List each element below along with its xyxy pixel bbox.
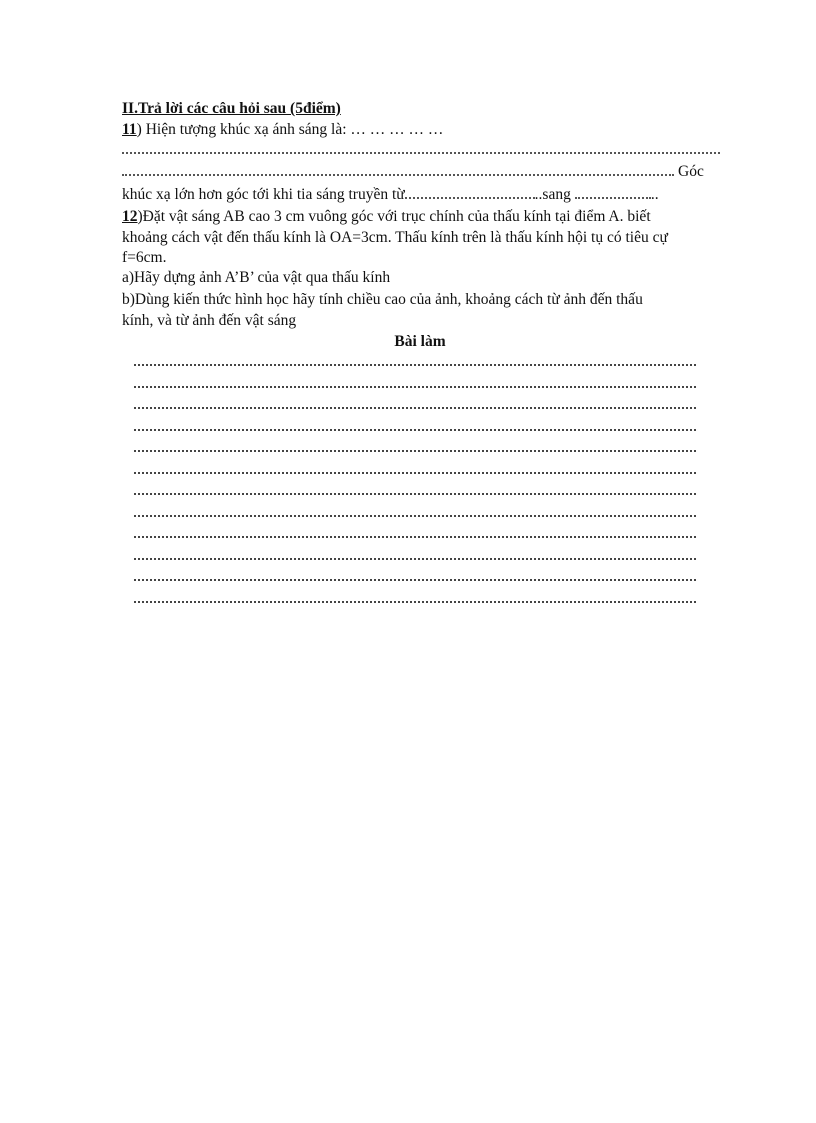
answer-line [134,491,696,495]
question-12-part-a: a)Hãy dựng ảnh A’B’ của vật qua thấu kính [122,269,391,286]
question-11-line-3-b: ..sang [534,186,571,203]
answer-title: Bài làm [394,333,446,350]
section-heading [122,99,341,119]
question-12-part-b-line-2: kính, và từ ảnh đến vật sáng [122,312,297,329]
question-11-line-3 [122,185,659,205]
question-11-fill-line-2 [122,172,674,176]
question-11-goc: Góc [678,163,704,180]
answer-line [134,448,696,452]
question-12-part-b-line-1: b)Dùng kiến thức hình học hãy tính chiều cao của ảnh, khoảng cách từ ảnh đến thấu [122,291,643,308]
question-11-blank-to [575,196,651,199]
question-12-line-3: f=6cm. [122,249,167,266]
answer-line [134,362,696,366]
answer-line [134,534,696,538]
question-12-line-1 [122,207,651,227]
question-11-line-3-a: khúc xạ lớn hơn góc tới khi tia sáng truyền từ [122,186,405,203]
question-12-text-1: )Đặt vật sáng AB cao 3 cm vuông góc với trục chính của thấu kính tại điểm A. biết [137,208,651,225]
answer-line [134,384,696,388]
answer-line [134,599,696,603]
question-11-number: 11 [122,121,137,138]
question-12-number: 12 [122,208,138,225]
answer-line [134,556,696,560]
answer-line [134,427,696,431]
question-11-fill-line-1 [122,150,720,154]
answer-line [134,513,696,517]
question-11-line-3-c: .. [650,186,659,203]
section-title: II.Trả lời các câu hỏi sau (5điểm) [122,100,341,117]
question-11-line-1 [122,120,443,140]
answer-line [134,405,696,409]
question-12-line-2: khoảng cách vật đến thấu kính là OA=3cm. Thấu kính trên là thấu kính hội tụ có tiêu cự [122,229,668,246]
question-11-text: ) Hiện tượng khúc xạ ánh sáng là: … … … … … [136,121,444,138]
answer-line [134,577,696,581]
answer-line [134,470,696,474]
question-11-blank-from [405,196,535,199]
